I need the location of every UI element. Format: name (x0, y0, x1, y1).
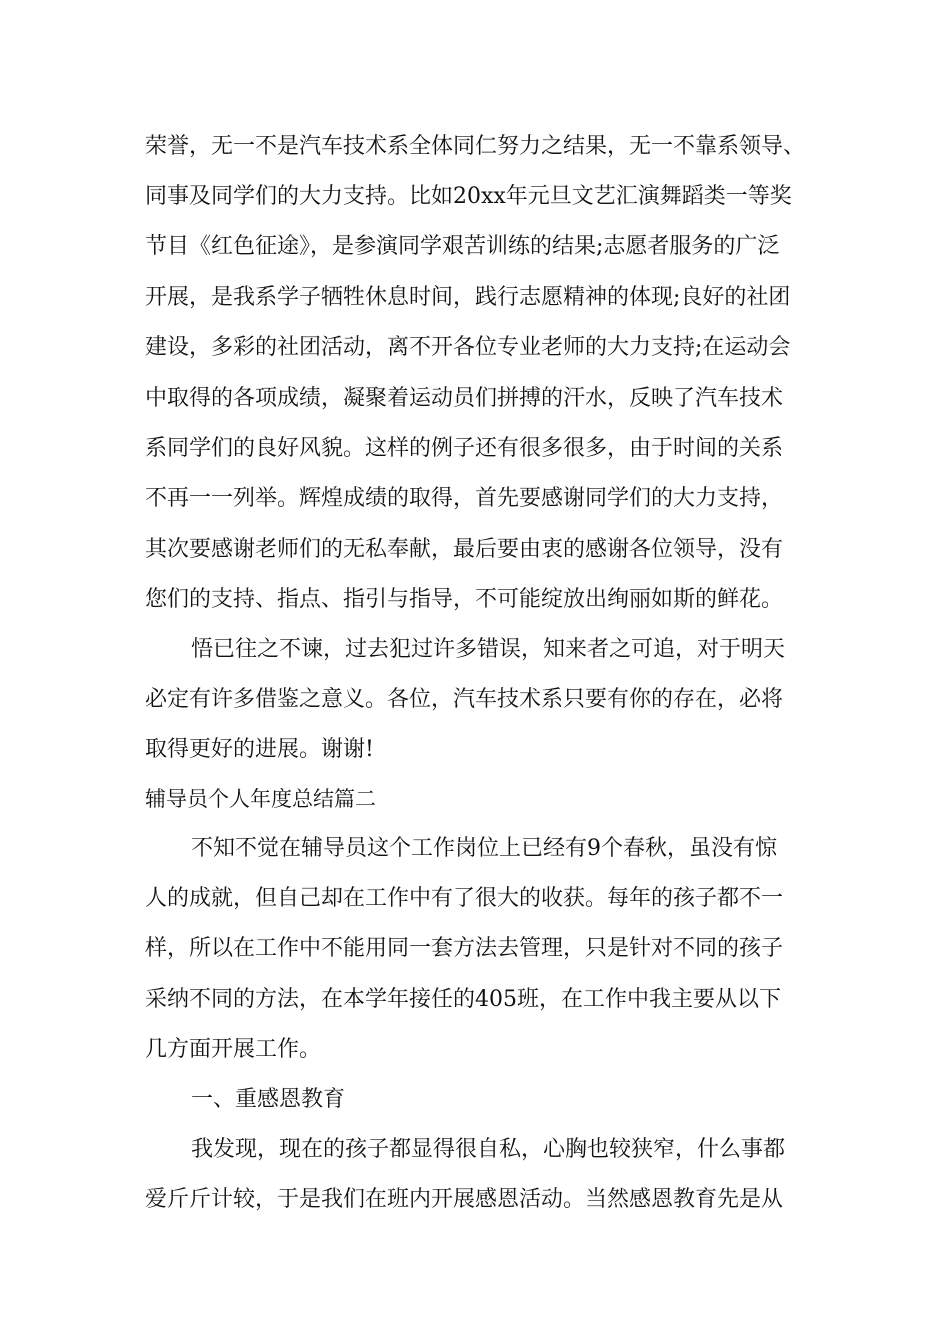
subheading: 一、重感恩教育 (191, 1087, 346, 1112)
text-line: 必定有许多借鉴之意义。各位，汽车技术系只要有你的存在，必将 (145, 687, 784, 712)
text-line: 开展，是我系学子牺牲休息时间，践行志愿精神的体现;良好的社团 (145, 285, 791, 310)
text-line: 几方面开展工作。 (145, 1037, 322, 1062)
text-line: 节目《红色征途》，是参演同学艰苦训练的结果;志愿者服务的广泛 (145, 234, 780, 259)
text-line: 不知不觉在辅导员这个工作岗位上已经有9个春秋，虽没有惊 (191, 836, 777, 861)
text-line: 采纳不同的方法，在本学年接任的405班，在工作中我主要从以下 (145, 987, 781, 1012)
text-line: 系同学们的良好风貌。这样的例子还有很多很多，由于时间的关系 (145, 436, 784, 461)
text-line: 其次要感谢老师们的无私奉献，最后要由衷的感谢各位领导，没有 (145, 537, 784, 562)
text-line: 您们的支持、指点、指引与指导，不可能绽放出绚丽如斯的鲜花。 (145, 587, 784, 612)
text-line: 样，所以在工作中不能用同一套方法去管理，只是针对不同的孩子 (145, 936, 784, 961)
text-line: 不再一一列举。辉煌成绩的取得，首先要感谢同学们的大力支持， (145, 486, 784, 511)
text-line: 中取得的各项成绩，凝聚着运动员们拼搏的汗水，反映了汽车技术 (145, 386, 784, 411)
text-line: 悟已往之不谏，过去犯过许多错误，知来者之可追，对于明天 (191, 637, 786, 662)
section-title: 辅导员个人年度总结篇二 (145, 787, 376, 811)
text-line: 人的成就，但自己却在工作中有了很大的收获。每年的孩子都不一 (145, 886, 784, 911)
text-line: 建设，多彩的社团活动，离不开各位专业老师的大力支持;在运动会 (145, 335, 791, 360)
text-line: 荣誉，无一不是汽车技术系全体同仁努力之结果，无一不靠系领导、 (145, 134, 806, 159)
text-line: 取得更好的进展。谢谢! (145, 737, 374, 762)
text-line: 爱斤斤计较，于是我们在班内开展感恩活动。当然感恩教育先是从 (145, 1187, 784, 1212)
text-line: 我发现，现在的孩子都显得很自私，心胸也较狭窄，什么事都 (191, 1137, 786, 1162)
text-line: 同事及同学们的大力支持。比如20xx年元旦文艺汇演舞蹈类一等奖 (145, 184, 792, 209)
